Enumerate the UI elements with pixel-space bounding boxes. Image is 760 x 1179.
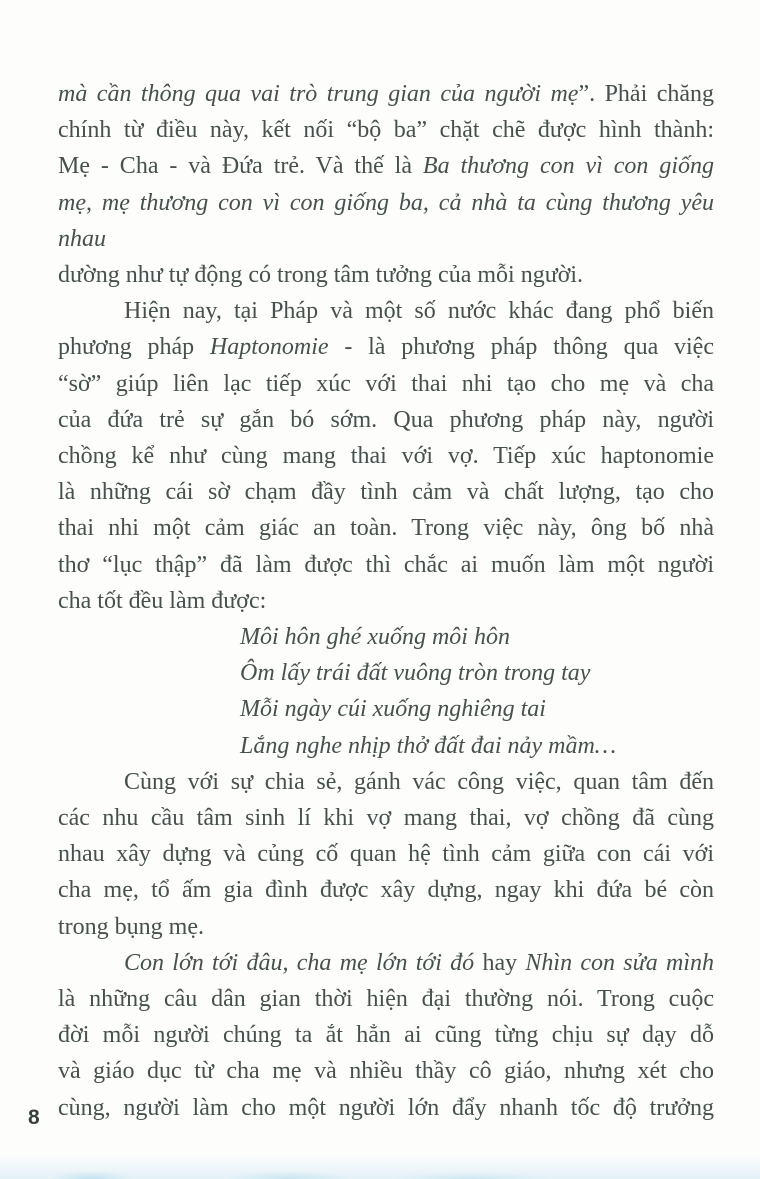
text-line xyxy=(58,945,714,981)
text-line xyxy=(240,728,714,764)
text-run: - là phương pháp thông qua việc xyxy=(328,334,714,361)
text-run: ”. Phải chăng xyxy=(578,81,715,107)
text-line xyxy=(58,293,714,329)
text-line xyxy=(240,619,714,655)
text-run: “sờ” giúp liên lạc tiếp xúc với thai nhi tạo cho mẹ và cha xyxy=(58,370,714,397)
text-run: của đứa trẻ sự gắn bó sớm. Qua phương pháp này, người xyxy=(58,406,714,433)
paragraph-4 xyxy=(58,945,714,1126)
italic-run: Môi hôn ghé xuống môi hôn xyxy=(240,624,510,651)
text-line xyxy=(58,366,714,402)
text-run: Cùng với sự chia sẻ, gánh vác công việc, quan tâm đến xyxy=(124,768,714,795)
text-run: thơ “lục thập” đã làm được thì chắc ai muốn làm một người xyxy=(58,551,714,578)
text-line xyxy=(58,329,714,365)
text-run: hay xyxy=(474,949,526,976)
text-run: thai nhi một cảm giác an toàn. Trong việc này, ông bố nhà xyxy=(58,515,714,542)
text-line xyxy=(58,909,714,945)
text-run: dường như tự động có trong tâm tưởng của mỗi người. xyxy=(58,262,584,289)
text-line xyxy=(58,257,714,293)
page-number: 8 xyxy=(28,1106,40,1129)
italic-run: Lắng nghe nhịp thở đất đai nảy mầm… xyxy=(240,732,617,759)
text-line xyxy=(240,655,714,691)
italic-run: Ôm lấy trái đất vuông tròn trong tay xyxy=(240,660,591,687)
text-line xyxy=(58,76,714,112)
text-run: Hiện nay, tại Pháp và một số nước khác đang phổ biến xyxy=(124,298,714,325)
text-run: là những câu dân gian thời hiện đại thường nói. Trong cuộc xyxy=(58,986,714,1013)
italic-run: Nhìn con sửa mình xyxy=(525,949,714,976)
text-line xyxy=(240,691,714,727)
italic-run: mẹ, mẹ thương con vì con giống ba, cả nhà ta cùng thương yêu nhau xyxy=(58,189,714,252)
text-line xyxy=(58,148,714,184)
text-line xyxy=(58,836,714,872)
text-line xyxy=(58,438,714,474)
text-line xyxy=(58,112,714,148)
text-line xyxy=(58,583,714,619)
text-line xyxy=(58,547,714,583)
text-line xyxy=(58,1017,714,1053)
text-line xyxy=(58,510,714,546)
text-line xyxy=(58,800,714,836)
paragraph-1 xyxy=(58,76,714,293)
text-line xyxy=(58,872,714,908)
text-block xyxy=(58,76,714,1126)
text-run: các nhu cầu tâm sinh lí khi vợ mang thai, vợ chồng đã cùng xyxy=(58,805,714,832)
text-run: trong bụng mẹ. xyxy=(58,913,204,940)
text-line xyxy=(58,981,714,1017)
text-run: chính từ điều này, kết nối “bộ ba” chặt chẽ được hình thành: xyxy=(58,117,714,144)
text-run: đời mỗi người chúng ta ắt hẳn ai cũng từng chịu sự dạy dỗ xyxy=(58,1022,714,1049)
text-run: nhau xây dựng và củng cố quan hệ tình cảm giữa con cái với xyxy=(58,841,714,868)
text-run: chồng kể như cùng mang thai với vợ. Tiếp xúc haptonomie xyxy=(58,443,714,470)
italic-run: Haptonomie xyxy=(209,334,329,361)
text-line xyxy=(58,1053,714,1089)
text-run: là những cái sờ chạm đầy tình cảm và chất lượng, tạo cho xyxy=(58,479,714,506)
text-line xyxy=(58,402,714,438)
paragraph-2 xyxy=(58,293,714,619)
text-line xyxy=(58,474,714,510)
text-line xyxy=(58,1090,714,1126)
paragraph-3 xyxy=(58,764,714,945)
italic-run: mà cần thông qua vai trò trung gian của người mẹ xyxy=(58,81,579,107)
italic-run: Ba thương con vì con giống xyxy=(422,153,714,180)
poem xyxy=(58,619,714,764)
text-line xyxy=(58,185,714,257)
scan-edge-artifact xyxy=(0,1155,760,1179)
text-line xyxy=(58,764,714,800)
text-run: cha tốt đều làm được: xyxy=(58,587,267,614)
italic-run: Con lớn tới đâu, cha mẹ lớn tới đó xyxy=(124,949,475,976)
text-run: Mẹ - Cha - và Đứa trẻ. Và thế là xyxy=(58,153,423,180)
italic-run: Mỗi ngày cúi xuống nghiêng tai xyxy=(240,696,546,723)
text-run: cùng, người làm cho một người lớn đẩy nhanh tốc độ trưởng xyxy=(58,1094,714,1121)
text-run: cha mẹ, tổ ấm gia đình được xây dựng, ngay khi đứa bé còn xyxy=(58,877,714,904)
text-run: và giáo dục từ cha mẹ và nhiều thầy cô giáo, nhưng xét cho xyxy=(58,1058,714,1085)
text-run: phương pháp xyxy=(58,334,210,361)
